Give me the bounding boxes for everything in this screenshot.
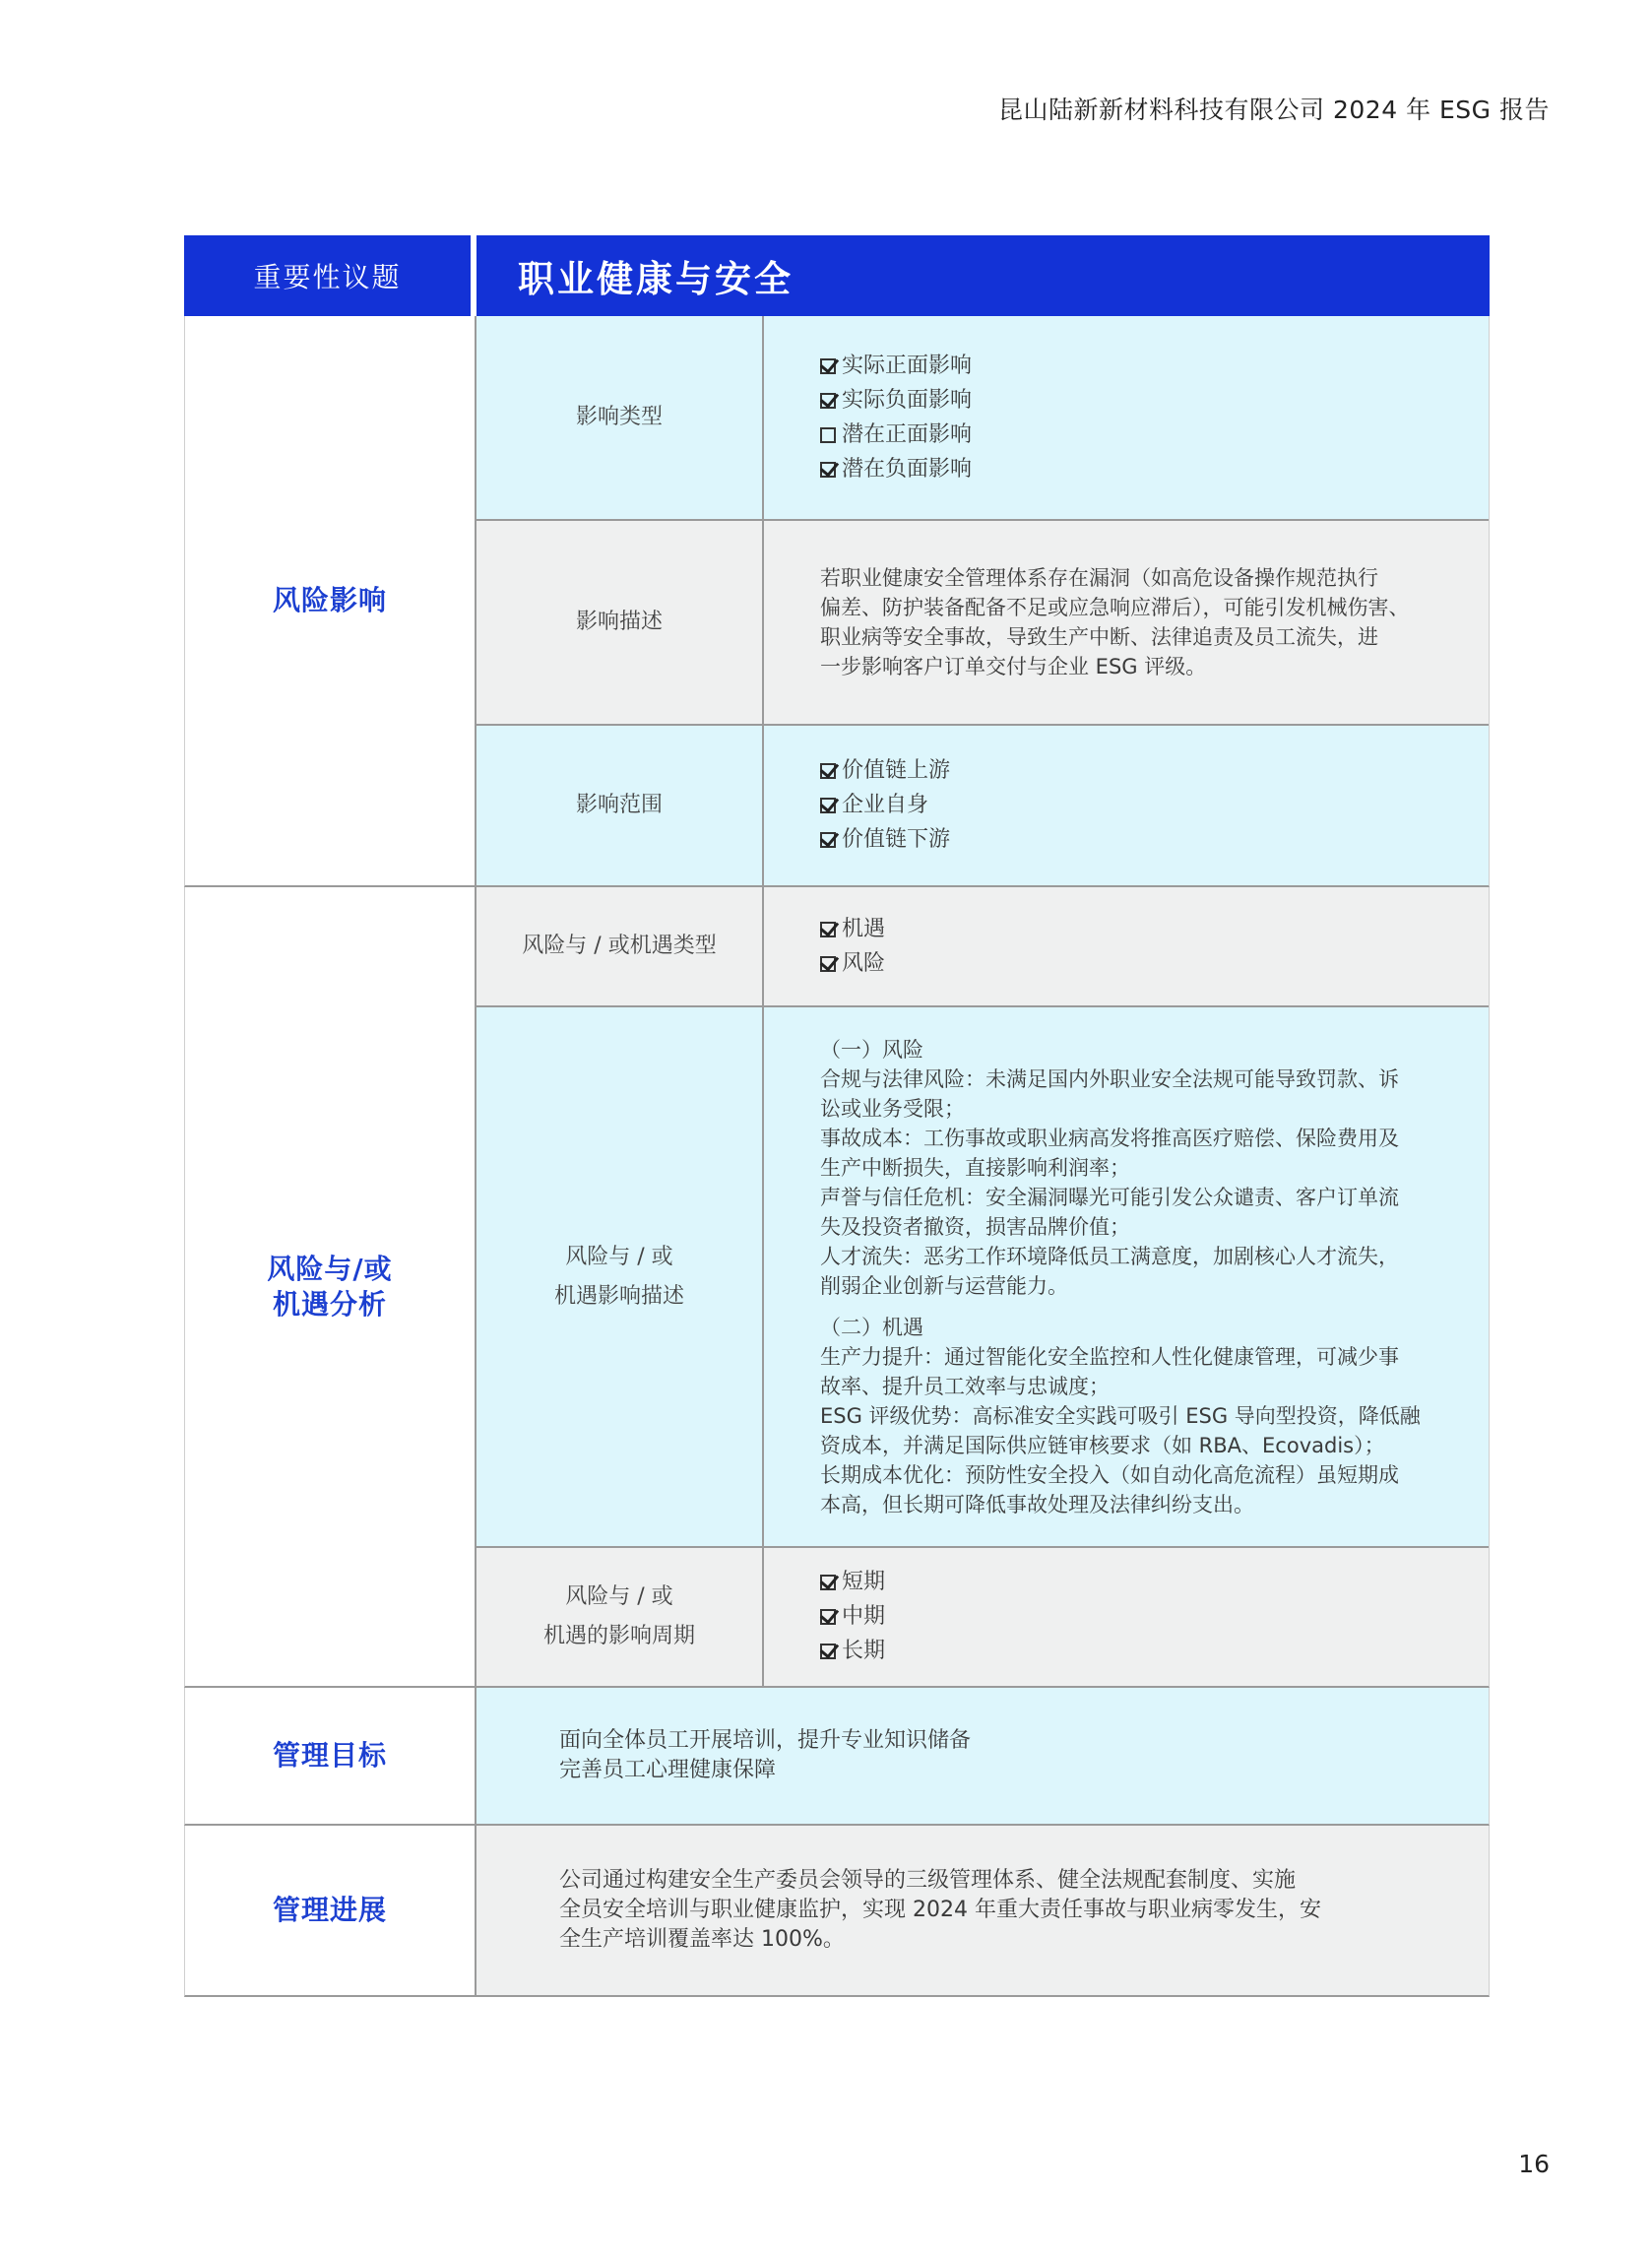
- checked-box-icon: [820, 763, 836, 779]
- checkbox-label: 企业自身: [842, 793, 929, 817]
- checkbox-label: 实际负面影响: [842, 387, 973, 413]
- checkbox-label: 价值链上游: [842, 758, 951, 783]
- unchecked-box-icon: [820, 427, 836, 443]
- ro-type-label: 风险与 / 或机遇类型: [477, 887, 764, 1005]
- label-line: 风险与 / 或: [565, 1244, 673, 1269]
- text-line: 资成本，并满足国际供应链审核要求（如 RBA、Ecovadis）；: [820, 1433, 1385, 1457]
- ro-period-label: [477, 1548, 764, 1686]
- row-ro-period: [477, 1548, 1489, 1686]
- text-line: 本高，但长期可降低事故处理及法律纠纷支出。: [820, 1492, 1254, 1516]
- section-risk-impact: [184, 316, 1490, 887]
- checkbox-item: [820, 418, 1449, 452]
- checked-box-icon: [820, 922, 836, 937]
- row-impact-type: [477, 316, 1489, 521]
- section-label-line: 风险与/或: [267, 1252, 393, 1285]
- section-label-risk-opportunity: [185, 887, 477, 1686]
- text-line: 生产力提升：通过智能化安全监控和人性化健康管理，可减少事: [820, 1344, 1399, 1369]
- checked-box-icon: [820, 358, 836, 374]
- checkbox-label: 长期: [842, 1639, 886, 1663]
- text-line: 长期成本优化：预防性安全投入（如自动化高危流程）虽短期成: [820, 1462, 1399, 1487]
- text-line: 一步影响客户订单交付与企业 ESG 评级。: [820, 655, 1207, 678]
- checkbox-item: [820, 349, 1449, 383]
- header-topic-title: 职业健康与安全: [477, 235, 1490, 316]
- text-line: 削弱企业创新与运营能力。: [820, 1273, 1068, 1298]
- ro-type-options: [764, 887, 1489, 1005]
- checkbox-item: [820, 754, 1449, 789]
- ro-desc-label: [477, 1007, 764, 1546]
- checkbox-item: [820, 789, 1449, 823]
- ro-period-options: [764, 1548, 1489, 1686]
- esg-topic-table: [184, 235, 1490, 1997]
- text-line: 公司通过构建安全生产委员会领导的三级管理体系、健全法规配套制度、实施: [559, 1868, 1297, 1893]
- checkbox-item: [820, 823, 1449, 858]
- text-line: 面向全体员工开展培训，提升专业知识储备: [559, 1728, 972, 1753]
- checkbox-label: 短期: [842, 1570, 886, 1594]
- section-label-mgmt-goal: 管理目标: [185, 1688, 477, 1824]
- checkbox-label: 中期: [842, 1604, 886, 1629]
- checked-box-icon: [820, 956, 836, 972]
- row-ro-type: [477, 887, 1489, 1007]
- impact-scope-label: 影响范围: [477, 726, 764, 885]
- checkbox-item: [820, 1635, 1449, 1669]
- text-line: ESG 评级优势：高标准安全实践可吸引 ESG 导向型投资，降低融: [820, 1403, 1421, 1428]
- checked-box-icon: [820, 798, 836, 813]
- checkbox-label: 潜在负面影响: [842, 456, 973, 482]
- text-line: 若职业健康安全管理体系存在漏洞（如高危设备操作规范执行: [820, 566, 1378, 590]
- row-mgmt-progress: [477, 1826, 1489, 1995]
- row-ro-desc: [477, 1007, 1489, 1548]
- checked-box-icon: [820, 832, 836, 848]
- document-header-title: 昆山陆新新材料科技有限公司 2024 年 ESG 报告: [998, 96, 1550, 124]
- checkbox-label: 实际正面影响: [842, 353, 973, 378]
- label-line: 机遇影响描述: [553, 1283, 684, 1309]
- checked-box-icon: [820, 462, 836, 478]
- checkbox-item: [820, 1600, 1449, 1635]
- section-label-line: 机遇分析: [272, 1287, 387, 1321]
- checkbox-label: 机遇: [842, 916, 886, 941]
- checkbox-item: [820, 912, 1449, 946]
- row-impact-scope: [477, 726, 1489, 885]
- text-line: 完善员工心理健康保障: [559, 1758, 777, 1782]
- text-line: 全员安全培训与职业健康监护，实现 2024 年重大责任事故与职业病零发生，安: [559, 1898, 1321, 1922]
- checkbox-label: 风险: [842, 950, 886, 976]
- checkbox-item: [820, 452, 1449, 486]
- checkbox-item: [820, 383, 1449, 418]
- text-line: 生产中断损失，直接影响利润率；: [820, 1155, 1130, 1180]
- checkbox-label: 潜在正面影响: [842, 421, 973, 447]
- impact-desc-label: 影响描述: [477, 521, 764, 724]
- section-label-mgmt-progress: 管理进展: [185, 1826, 477, 1995]
- text-line: 声誉与信任危机：安全漏洞曝光可能引发公众谴责、客户订单流: [820, 1185, 1399, 1209]
- ro-desc-text: [764, 1007, 1489, 1546]
- label-line: 风险与 / 或: [565, 1584, 673, 1609]
- checked-box-icon: [820, 1644, 836, 1659]
- row-impact-desc: [477, 521, 1489, 726]
- risk-heading: （一）风险: [820, 1037, 923, 1062]
- checkbox-item: [820, 946, 1449, 981]
- impact-desc-text: [764, 521, 1489, 724]
- section-mgmt-goal: [184, 1688, 1490, 1826]
- checkbox-item: [820, 1566, 1449, 1600]
- text-line: 讼或业务受限；: [820, 1096, 965, 1121]
- text-line: 偏差、防护装备配备不足或应急响应滞后），可能引发机械伤害、: [820, 596, 1410, 619]
- checked-box-icon: [820, 1609, 836, 1625]
- section-label-risk-impact: 风险影响: [185, 316, 477, 885]
- impact-type-label: 影响类型: [477, 316, 764, 519]
- label-line: 机遇的影响周期: [542, 1624, 695, 1648]
- section-mgmt-progress: [184, 1826, 1490, 1997]
- text-line: 故率、提升员工效率与忠诚度；: [820, 1374, 1110, 1398]
- impact-scope-options: [764, 726, 1489, 885]
- opportunity-heading: （二）机遇: [820, 1315, 923, 1339]
- text-line: 合规与法律风险：未满足国内外职业安全法规可能导致罚款、诉: [820, 1066, 1399, 1091]
- table-header: [184, 235, 1490, 316]
- text-line: 人才流失：恶劣工作环境降低员工满意度，加剧核心人才流失，: [820, 1244, 1399, 1268]
- page-number: 16: [1518, 2150, 1550, 2178]
- checked-box-icon: [820, 1575, 836, 1590]
- checked-box-icon: [820, 393, 836, 409]
- mgmt-progress-text: [477, 1826, 1489, 1995]
- text-line: 事故成本：工伤事故或职业病高发将推高医疗赔偿、保险费用及: [820, 1126, 1399, 1150]
- text-line: 全生产培训覆盖率达 100%。: [559, 1927, 845, 1952]
- row-mgmt-goal: [477, 1688, 1489, 1824]
- text-line: 失及投资者撤资，损害品牌价值；: [820, 1214, 1130, 1239]
- mgmt-goal-text: [477, 1688, 1489, 1824]
- header-topic-label: 重要性议题: [184, 235, 471, 316]
- text-line: 职业病等安全事故，导致生产中断、法律追责及员工流失，进: [820, 625, 1378, 649]
- checkbox-label: 价值链下游: [842, 827, 951, 852]
- impact-type-options: [764, 316, 1489, 519]
- section-risk-opportunity: [184, 887, 1490, 1688]
